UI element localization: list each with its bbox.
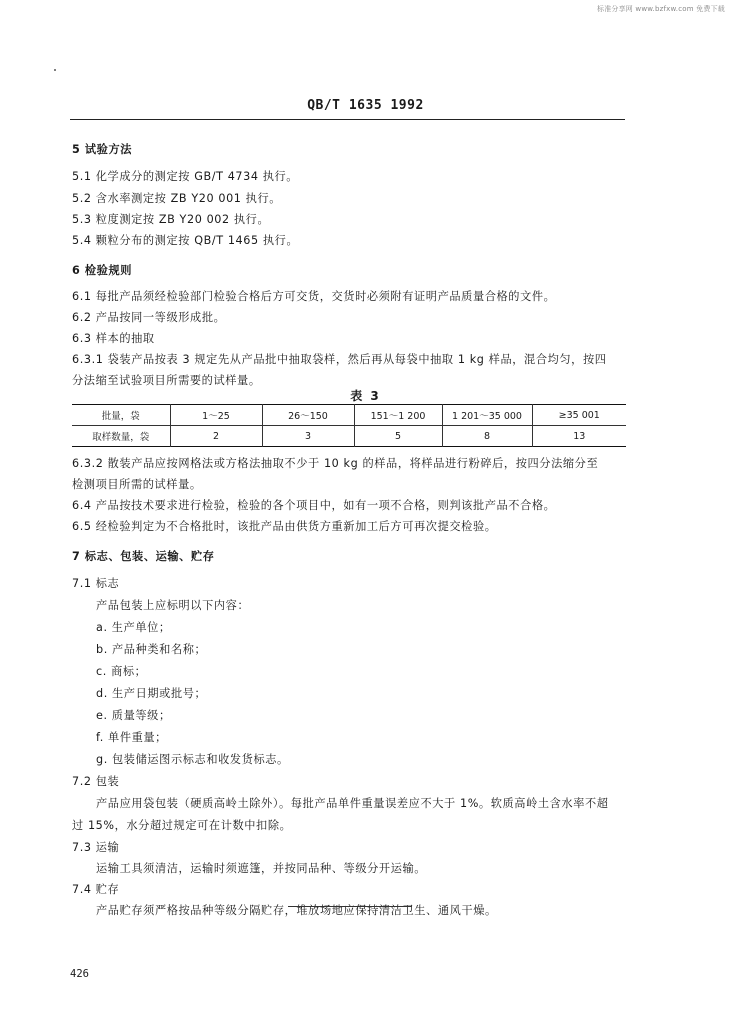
sampling-table (72, 404, 626, 447)
clause-6-4: 6.4 产品按技术要求进行检验，检验的各个项目中，如有一项不合格，则判该批产品不合格。 (72, 499, 556, 512)
clause-6-3-1-line1: 6.3.1 袋装产品按表 3 规定先从产品批中抽取袋样，然后再从每袋中抽取 1 kg 样品，混合均匀，按四 (72, 353, 607, 366)
clause-7-4-text: 产品贮存须严格按品种等级分隔贮存，堆放场地应保持清洁卫生、通风干燥。 (96, 904, 497, 917)
section-5-title: 5 试验方法 (72, 143, 133, 156)
table-3-title: 表 3 (350, 389, 381, 403)
clause-5-4: 5.4 颗粒分布的测定按 QB/T 1465 执行。 (72, 234, 299, 247)
clause-6-3: 6.3 样本的抽取 (72, 332, 155, 345)
clause-7-3: 7.3 运输 (72, 841, 120, 854)
list-item: g. 包装储运图示标志和收发货标志。 (96, 753, 289, 766)
list-item: c. 商标； (96, 665, 147, 678)
clause-7-1-intro: 产品包装上应标明以下内容： (96, 599, 250, 612)
page-number: 426 (70, 968, 89, 980)
clause-5-1: 5.1 化学成分的测定按 GB/T 4734 执行。 (72, 170, 299, 183)
clause-7-3-text: 运输工具须清洁，运输时须遮篷，并按同品种、等级分开运输。 (96, 862, 427, 875)
table-cell: 2 (170, 426, 262, 447)
clause-6-3-2-line1: 6.3.2 散装产品应按网格法或方格法抽取不少于 10 kg 的样品，将样品进行粉碎后，按四分法缩分至 (72, 457, 599, 470)
clause-7-2-line2: 过 15%，水分超过规定可在计数中扣除。 (72, 819, 292, 832)
clause-6-3-1-line2: 分法缩至试验项目所需要的试样量。 (72, 374, 261, 387)
clause-5-2: 5.2 含水率测定按 ZB Y20 001 执行。 (72, 192, 282, 205)
watermark-text: 标准分享网 www.bzfxw.com 免费下载 (597, 5, 725, 13)
list-item: e. 质量等级； (96, 709, 171, 722)
clause-7-2-line1: 产品应用袋包装（硬质高岭土除外）。每批产品单件重量误差应不大于 1%。软质高岭土含水率不超 (96, 797, 609, 810)
table-cell: 3 (262, 426, 354, 447)
table-cell: ≥35 001 (532, 405, 626, 426)
clause-6-2: 6.2 产品按同一等级形成批。 (72, 311, 226, 324)
clause-7-2: 7.2 包装 (72, 775, 120, 788)
clause-6-3-2-line2: 检测项目所需的试样量。 (72, 478, 202, 491)
section-7-title: 7 标志、包装、运输、贮存 (72, 550, 215, 563)
row-label-sample-count: 取样数量，袋 (92, 432, 150, 443)
scan-speck (54, 69, 56, 71)
list-item: b. 产品种类和名称； (96, 643, 207, 656)
clause-6-5: 6.5 经检验判定为不合格批时，该批产品由供货方重新加工后方可再次提交检验。 (72, 520, 497, 533)
clause-7-4: 7.4 贮存 (72, 883, 120, 896)
header-rule (70, 119, 625, 120)
clause-7-1: 7.1 标志 (72, 577, 120, 590)
table-cell: 5 (354, 426, 442, 447)
table-row (72, 405, 626, 426)
end-rule (288, 906, 412, 907)
standard-header: QB/T 1635 1992 (307, 98, 424, 113)
table-cell: 151～1 200 (354, 405, 442, 426)
list-item: a. 生产单位； (96, 621, 171, 634)
table-row (72, 426, 626, 447)
list-item: f. 单件重量； (96, 731, 167, 744)
row-label-lot-size: 批量，袋 (72, 405, 170, 426)
clause-5-3: 5.3 粒度测定按 ZB Y20 002 执行。 (72, 213, 270, 226)
table-cell: 1 201～35 000 (442, 405, 532, 426)
section-6-title: 6 检验规则 (72, 264, 133, 277)
clause-6-1: 6.1 每批产品须经检验部门检验合格后方可交货，交货时必须附有证明产品质量合格的文件。 (72, 290, 556, 303)
table-cell: 13 (532, 426, 626, 447)
table-cell: 26～150 (262, 405, 354, 426)
list-item: d. 生产日期或批号； (96, 687, 207, 700)
table-cell: 8 (442, 426, 532, 447)
table-cell: 1～25 (170, 405, 262, 426)
